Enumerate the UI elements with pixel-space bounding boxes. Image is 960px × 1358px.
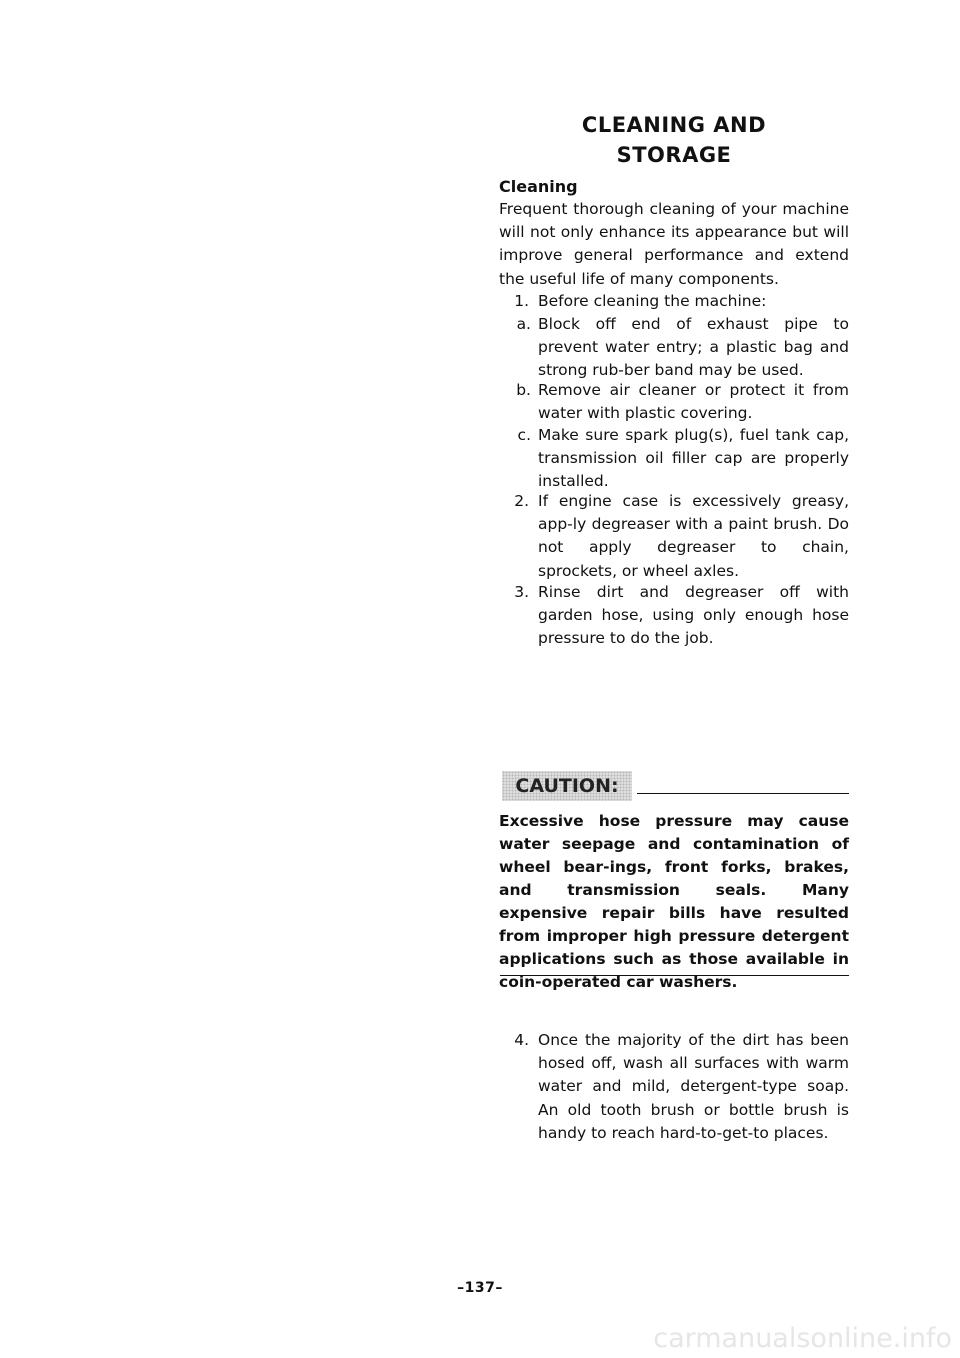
list-item-text: If engine case is excessively greasy, app-ly degreaser with a paint brush. Do not apply degreaser to chain, sprockets, or wheel axles. [538,492,849,580]
caution-bottom-rule [500,975,849,976]
intro-paragraph: Frequent thorough cleaning of your machine will not only enhance its appearance but will improve general performance and extend the useful life of many components. [499,200,849,288]
page-number: –137– [457,1280,503,1296]
title-line-1: CLEANING AND [581,113,767,137]
list-item-number: c. [517,426,531,444]
list-item-text: Make sure spark plug(s), fuel tank cap, transmission oil filler cap are properly installed. [538,426,849,491]
list-item-number: 1. [514,292,529,310]
title-line-2: STORAGE [616,143,732,167]
list-item-number: 4. [514,1031,529,1049]
list-item-number: 3. [514,583,529,601]
list-item-number: 2. [514,492,529,510]
caution-text: Excessive hose pressure may cause water seepage and contamination of wheel bear-ings, front forks, brakes, and transmission seals. Many expensive repair bills have resulted from improper high pressure detergent applications such as those available in coin-operated car washers. [499,812,849,991]
list-item-text: Remove air cleaner or protect it from water with plastic covering. [538,381,849,423]
section-subheading: Cleaning [499,177,578,196]
list-item-text: Before cleaning the machine: [538,292,767,310]
caution-top-rule [637,793,849,794]
caution-label: CAUTION: [502,771,632,801]
list-item-text: Block off end of exhaust pipe to prevent water entry; a plastic bag and strong rub-ber band may be used. [538,315,849,380]
list-item-number: a. [516,315,531,333]
watermark: carmanualsonline.info [653,1323,952,1354]
page-title [499,110,849,170]
list-item-number: b. [516,381,531,399]
list-item-text: Once the majority of the dirt has been hosed off, wash all surfaces with warm water and mild, detergent-type soap. An old tooth brush or bottle brush is handy to reach hard-to-get-to places. [538,1031,849,1142]
list-item-text: Rinse dirt and degreaser off with garden hose, using only enough hose pressure to do the job. [538,583,849,648]
